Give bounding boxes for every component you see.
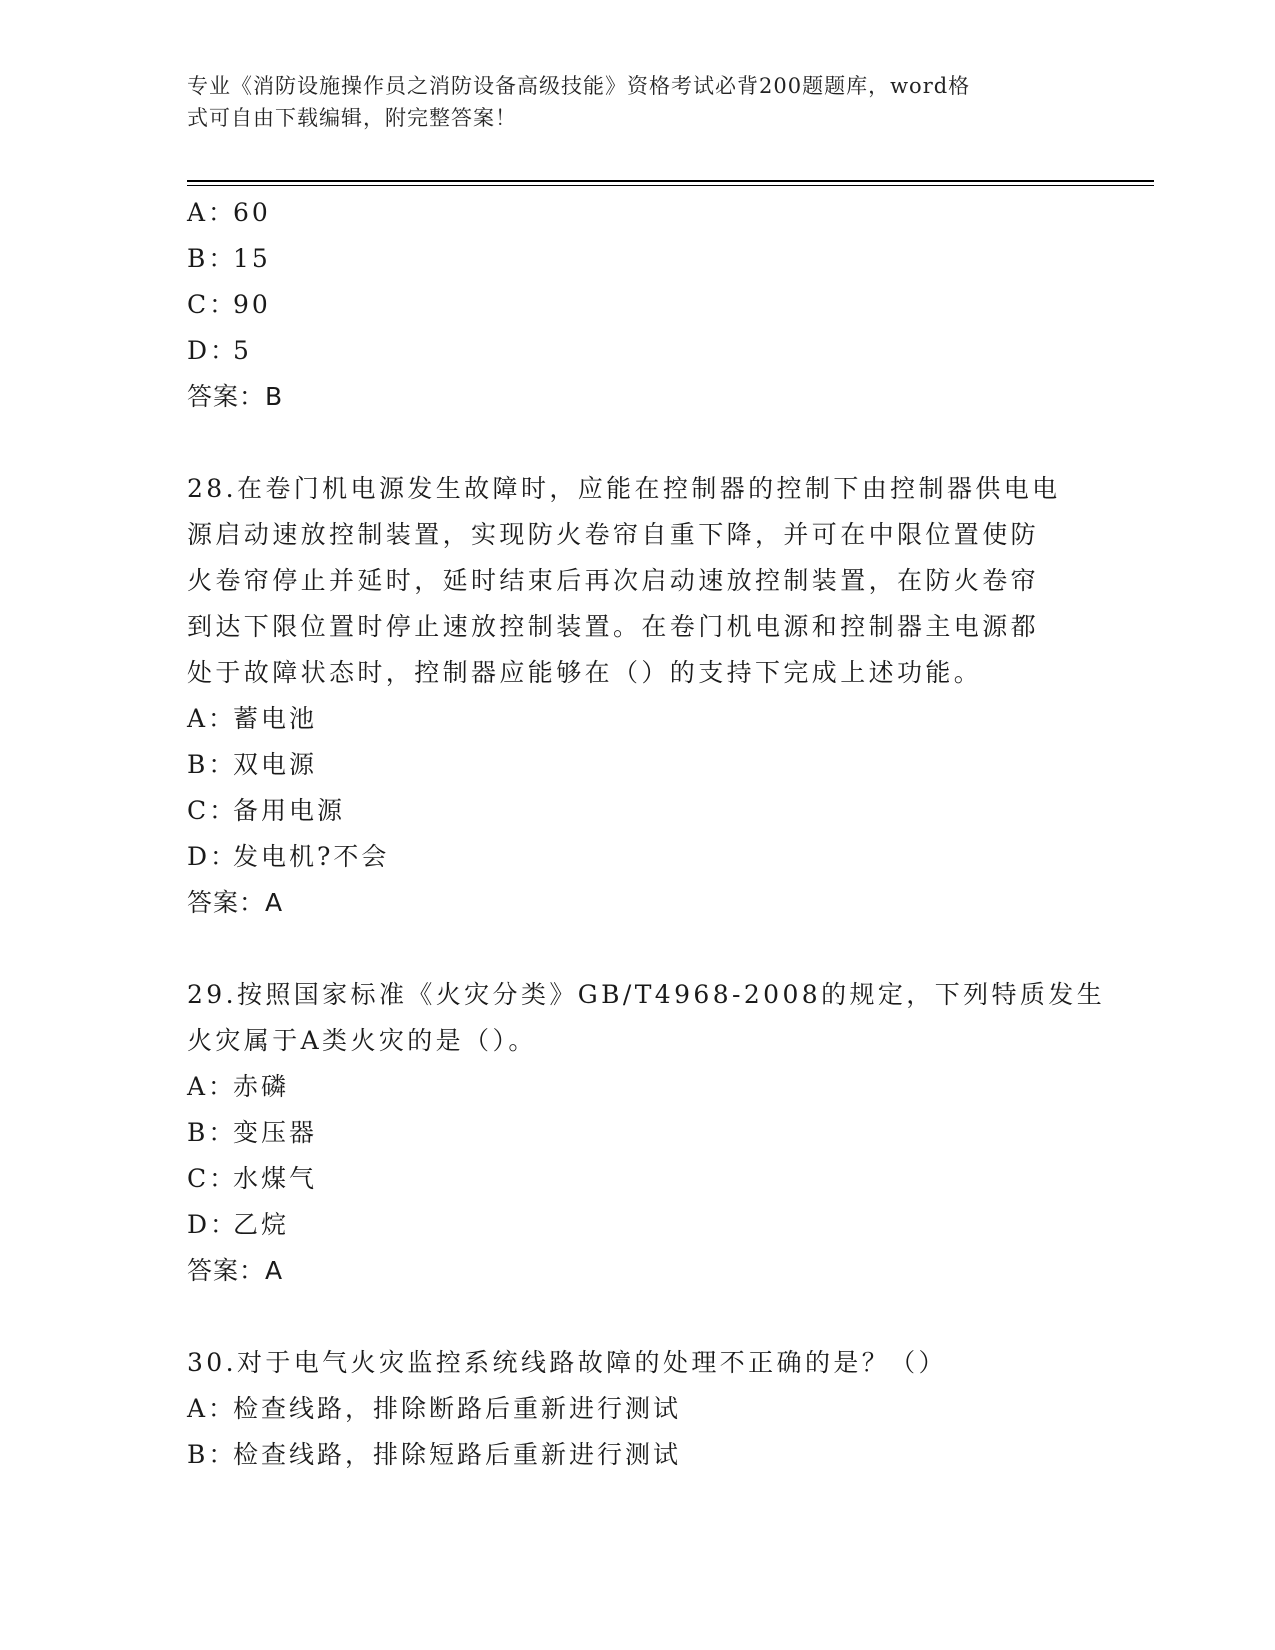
question-stem-line: 28.在卷门机电源发生故障时，应能在控制器的控制下由控制器供电电 [187,474,1061,503]
option-c: C：90 [187,290,271,319]
question-stem-line: 30.对于电气火灾监控系统线路故障的处理不正确的是？（） [187,1348,947,1377]
option-c: C：备用电源 [187,796,346,825]
option-b: B：15 [187,244,271,273]
option-a: A：蓄电池 [187,704,318,733]
answer-line: 答案：B [187,382,284,411]
header-divider-thin [187,185,1154,186]
option-a: A：60 [187,198,271,227]
header-divider-thick [187,180,1154,182]
question-stem-line: 29.按照国家标准《火灾分类》GB/T4968-2008的规定，下列特质发生 [187,980,1106,1009]
document-body [187,190,1106,1478]
question-27 [187,190,1087,420]
question-stem-line: 火灾属于A类火灾的是（）。 [187,1026,537,1055]
document-header [187,70,1067,134]
header-title-line-1: 专业《消防设施操作员之消防设备高级技能》资格考试必背200题题库，word格 [187,74,971,98]
option-d: D：乙烷 [187,1210,290,1239]
question-stem-line: 源启动速放控制装置，实现防火卷帘自重下降，并可在中限位置使防 [187,520,1040,549]
question-29 [187,972,1106,1294]
option-b: B：双电源 [187,750,318,779]
header-title-line-2: 式可自由下载编辑，附完整答案！ [187,106,517,130]
option-d: D：发电机?不会 [187,842,390,871]
question-stem-line: 火卷帘停止并延时，延时结束后再次启动速放控制装置，在防火卷帘 [187,566,1040,595]
option-a: A：检查线路，排除断路后重新进行测试 [187,1394,682,1423]
option-c: C：水煤气 [187,1164,318,1193]
question-stem-line: 到达下限位置时停止速放控制装置。在卷门机电源和控制器主电源都 [187,612,1040,641]
option-b: B：检查线路，排除短路后重新进行测试 [187,1440,682,1469]
option-b: B：变压器 [187,1118,318,1147]
question-30 [187,1340,1087,1478]
answer-line: 答案：A [187,888,284,917]
question-stem-line: 处于故障状态时，控制器应能够在（）的支持下完成上述功能。 [187,658,983,687]
option-d: D：5 [187,336,252,365]
option-a: A：赤磷 [187,1072,290,1101]
answer-line: 答案：A [187,1256,284,1285]
question-28 [187,466,1087,926]
